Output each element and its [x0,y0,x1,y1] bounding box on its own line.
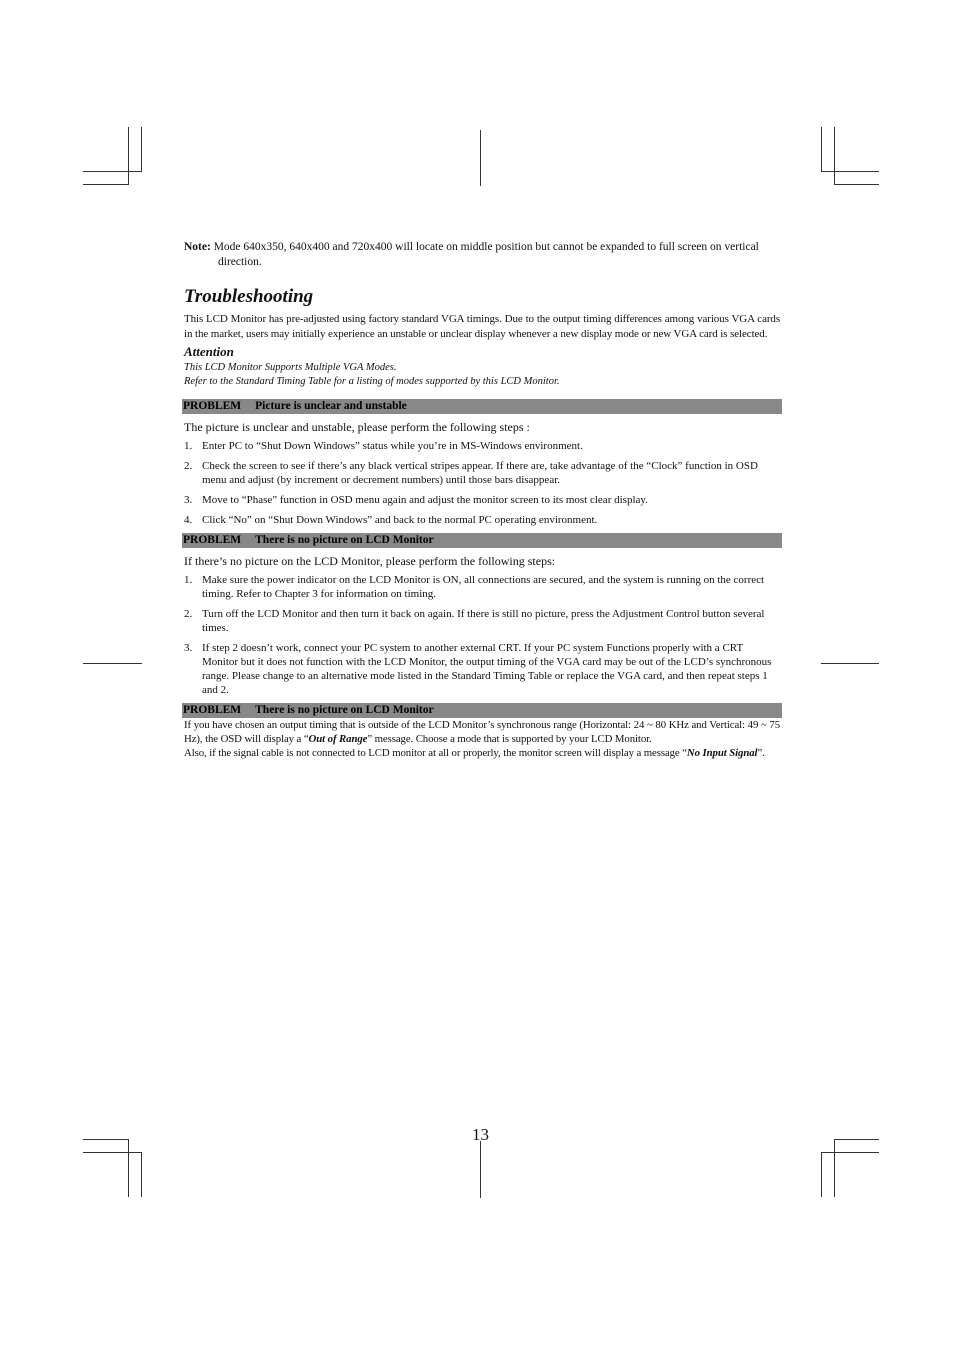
crop-mark [821,171,879,172]
crop-mark [83,1139,129,1140]
crop-mark [821,1152,879,1153]
paragraph-text: ”. [757,747,765,759]
problem-label: PROBLEM [183,400,242,412]
note-text: Mode 640x350, 640x400 and 720x400 will locate on middle position but cannot be expanded to full screen on vertical direction. [213,241,759,268]
problem-intro: The picture is unclear and unstable, please perform the following steps : [184,420,530,434]
crop-mark [480,1141,481,1198]
steps-list [184,439,780,527]
step-text: Enter PC to “Shut Down Windows” status while you’re in MS-Windows environment. [202,440,583,452]
problem-header-bar [182,533,782,548]
attention-heading: Attention [184,344,234,359]
mode-note [184,240,780,270]
paragraph-text: Also, if the signal cable is not connected to LCD monitor at all or properly, the monitor screen will display a message “ [184,747,687,759]
steps-list [184,573,780,697]
attention-line: This LCD Monitor Supports Multiple VGA Modes. [184,362,397,373]
crop-mark [141,1152,142,1197]
list-item [184,573,780,601]
out-of-range-message: Out of Range [308,733,368,745]
step-text: If step 2 doesn’t work, connect your PC system to another external CRT. If your PC system Functions properly with a CRT Monitor but it does not function with the LCD Monitor, the output timing of the VGA card may be out of the LCD’s synchronous range. Please change to an alternative mode listed in the Standard Timing Table or replace the VGA card, and then repeat steps 1 and 2. [202,642,772,696]
crop-mark [821,1152,822,1197]
crop-mark [128,1139,129,1197]
attention-line: Refer to the Standard Timing Table for a listing of modes supported by this LCD Monitor. [184,376,560,387]
problem-header-bar [182,703,782,718]
crop-mark [821,127,822,172]
step-text: Turn off the LCD Monitor and then turn it back on again. If there is still no picture, press the Adjustment Control button several times. [202,608,765,634]
crop-mark [128,127,129,185]
problem-title: There is no picture on LCD Monitor [255,534,434,546]
paragraph-text: If you have chosen an output timing that is outside of the LCD Monitor’s synchronous range (Horizontal: 24 ~ 80 KHz and Vertical: 49 ~ 75 Hz), the OSD will display a “ [184,719,780,745]
step-text: Make sure the power indicator on the LCD Monitor is ON, all connections are secured, and the system is running on the correct timing. Refer to Chapter 3 for information on timing. [202,574,765,600]
list-item [184,439,780,453]
step-text: Click “No” on “Shut Down Windows” and back to the normal PC operating environment. [202,514,598,526]
intro-paragraph: This LCD Monitor has pre-adjusted using factory standard VGA timings. Due to the output timing differences among various VGA cards in the market, users may initially experience an unstable or unclear display whenever a new display mode or new VGA card is selected. [184,313,780,340]
step-number: 1. [184,440,193,452]
step-number: 2. [184,460,193,472]
step-number: 3. [184,494,193,506]
crop-mark [83,1152,142,1153]
page-number: 13 [472,1125,489,1144]
problem-intro: If there’s no picture on the LCD Monitor, please perform the following steps: [184,554,556,568]
crop-mark [834,184,879,185]
problem-title: Picture is unclear and unstable [255,400,407,412]
crop-mark [834,1139,835,1197]
step-number: 2. [184,608,193,620]
step-number: 1. [184,574,193,586]
list-item [184,459,780,487]
step-text: Move to “Phase” function in OSD menu again and adjust the monitor screen to its most clear display. [202,494,648,506]
crop-mark [821,663,879,664]
crop-mark [834,1139,879,1140]
crop-mark [83,184,129,185]
list-item [184,513,780,527]
crop-mark [83,171,142,172]
list-item [184,493,780,507]
step-number: 4. [184,514,193,526]
crop-mark [83,663,142,664]
list-item [184,641,780,697]
crop-mark [480,130,481,186]
page-title: Troubleshooting [184,286,314,307]
page-content [184,240,780,760]
no-input-paragraph [184,746,780,760]
problem-title: There is no picture on LCD Monitor [255,704,434,716]
step-number: 3. [184,642,193,654]
crop-mark [834,127,835,185]
list-item [184,607,780,635]
problem-header-bar [182,399,782,414]
crop-mark [141,127,142,172]
out-of-range-paragraph [184,718,780,746]
no-input-signal-message: No Input Signal [686,747,758,759]
problem-label: PROBLEM [183,534,242,546]
note-label: Note: [184,241,211,253]
step-text: Check the screen to see if there’s any black vertical stripes appear. If there are, take advantage of the “Clock” function in OSD menu and adjust (by increment or decrement numbers) until those bars disappear. [202,460,758,486]
problem-label: PROBLEM [183,704,242,716]
paragraph-text: ” message. Choose a mode that is supported by your LCD Monitor. [367,733,652,745]
